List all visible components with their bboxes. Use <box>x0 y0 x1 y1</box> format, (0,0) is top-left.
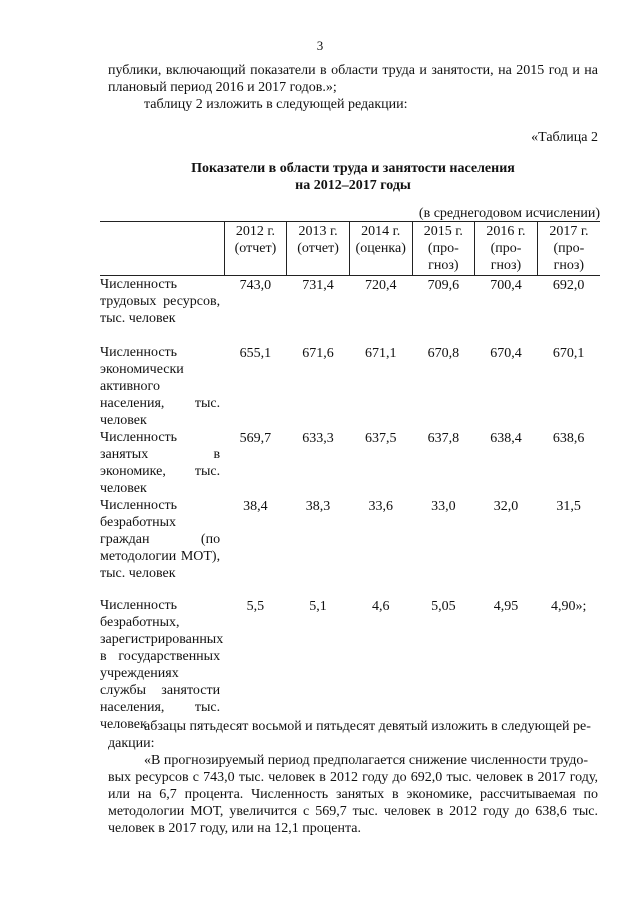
row-label: Численность безработных граждан (по методологии МОТ), тыс. человек <box>100 497 221 581</box>
table-cell: 743,0 <box>239 278 272 293</box>
column-header: 2014 г. (оценка) <box>349 221 412 276</box>
page-number: 3 <box>316 38 324 53</box>
row-label: Численность занятых в экономике, тыс. человек <box>100 429 221 496</box>
table-cell: 33,0 <box>431 498 456 514</box>
table-cell: 4,6 <box>371 598 390 614</box>
table-cell: 692,0 <box>552 278 585 293</box>
table-row <box>100 597 600 733</box>
table-cell: 38,3 <box>305 498 331 514</box>
column-header: 2017 г. (про- гноз) <box>537 221 600 276</box>
row-label: Численность трудовых ресурсов, тыс. человек <box>100 277 221 326</box>
table-cell: 5,05 <box>431 598 456 614</box>
table-row <box>100 276 600 344</box>
table-cell: 38,4 <box>243 498 268 514</box>
unit-note: (в среднегодовом исчислении) <box>418 206 600 221</box>
table-cell: 32,0 <box>493 498 519 514</box>
table-cell: 33,6 <box>368 498 393 514</box>
table-title-line2: на 2012–2017 годы <box>295 178 411 193</box>
amendment-paragraph-cont: дакции: <box>108 736 155 751</box>
table-cell: 700,4 <box>490 278 522 293</box>
table-title <box>108 160 598 194</box>
table-cell: 720,4 <box>364 278 397 293</box>
table-header-row <box>100 221 600 276</box>
column-header: 2015 г. (про- гноз) <box>412 221 475 276</box>
table-row <box>100 497 600 597</box>
table-cell: 670,8 <box>427 345 460 361</box>
row-label: Численность экономически активного населения, тыс. человек <box>100 344 221 428</box>
table-cell: 670,1 <box>552 345 585 361</box>
table-cell: 637,8 <box>427 430 460 446</box>
table-cell: 670,4 <box>490 345 522 361</box>
table-cell: 569,7 <box>239 430 272 446</box>
table-row <box>100 429 600 497</box>
table-title-line1: Показатели в области труда и занятости населения <box>191 161 515 176</box>
header-blank-cell <box>100 221 224 276</box>
labor-indicators-table <box>100 221 600 733</box>
table-cell: 5,5 <box>246 598 265 614</box>
intro-paragraph: публики, включающий показатели в области труда и занятости, на 2015 год и на плановый период 2016 и 2017 годов.»; <box>108 63 598 95</box>
table-cell: 5,1 <box>309 598 327 614</box>
quoted-paragraph-cont: вых ресурсов с 743,0 тыс. человек в 2012 году до 692,0 тыс. человек в 2017 году, или на 6,7 процента. Численность занятых в экономике, рассчитываемая по методологии МОТ, увеличится с 569,7 тыс. человек в 2012 году до 638,6 тыс. человек в 2017 году, или на 12,1 процента. <box>108 770 598 836</box>
table-cell: 31,5 <box>556 498 581 514</box>
table-cell: 638,6 <box>552 430 585 446</box>
table-row <box>100 344 600 429</box>
column-header: 2012 г. (отчет) <box>224 221 287 276</box>
table-cell: 731,4 <box>302 278 334 293</box>
table-reference: «Таблица 2 <box>531 130 598 145</box>
table-cell: 709,6 <box>427 278 460 293</box>
row-label: Численность безработных, зарегистрированных в государственных учреждениях службы занятости населения, тыс. человек <box>100 597 224 732</box>
table-cell: 637,5 <box>364 430 397 446</box>
quoted-paragraph: «В прогнозируемый период предполагается снижение численности трудо- <box>144 753 589 768</box>
table-cell: 638,4 <box>490 430 522 446</box>
table-cell: 655,1 <box>239 345 272 361</box>
amendment-paragraph: абзацы пятьдесят восьмой и пятьдесят девятый изложить в следующей ре- <box>144 719 591 734</box>
table-cell: 671,6 <box>302 345 334 361</box>
instruction-line: таблицу 2 изложить в следующей редакции: <box>144 97 408 112</box>
column-header: 2016 г. (про- гноз) <box>475 221 538 276</box>
table-cell: 4,95 <box>493 598 519 614</box>
table-cell: 4,90»; <box>550 598 587 614</box>
column-header: 2013 г. (отчет) <box>287 221 350 276</box>
table-cell: 671,1 <box>364 345 397 361</box>
table-cell: 633,3 <box>302 430 334 446</box>
